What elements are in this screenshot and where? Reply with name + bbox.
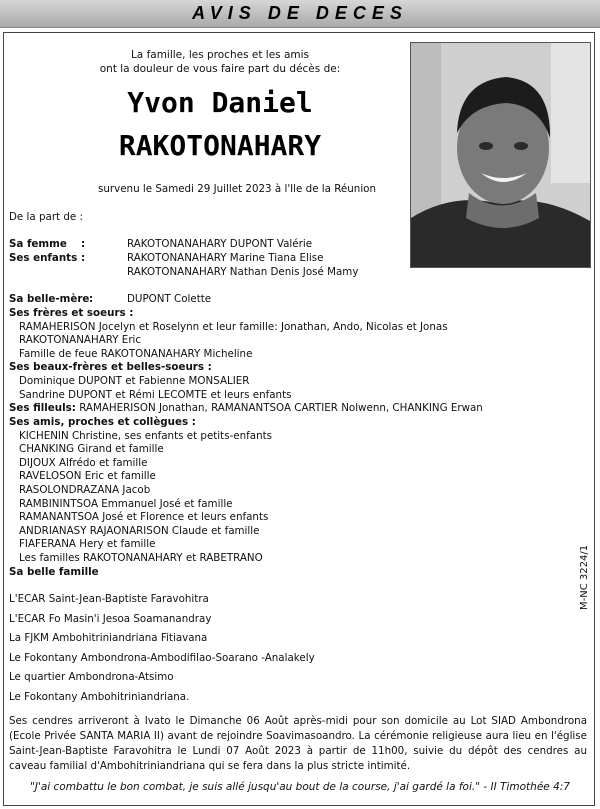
beaux-label: Ses beaux-frères et belles-soeurs :	[9, 361, 212, 373]
organisation-entry: Le quartier Ambondrona-Atsimo	[9, 671, 174, 683]
enfants-label: Ses enfants	[9, 252, 78, 264]
enfant-name: RAKOTONANAHARY Marine Tiana Elise	[127, 252, 324, 264]
beau-entry: Dominique DUPONT et Fabienne MONSALIER	[19, 375, 250, 387]
organisation-entry: La FJKM Ambohitriniandriana Fitiavana	[9, 632, 208, 644]
femme-label: Sa femme	[9, 238, 67, 250]
ami-entry: CHANKING Girand et famille	[19, 443, 164, 455]
header-banner	[0, 0, 600, 28]
belle-mere-name: DUPONT Colette	[127, 293, 212, 305]
intro-line-2: ont la douleur de vous faire part du décès de:	[99, 63, 341, 75]
organisation-entry: Le Fokontany Ambohitriniandriana.	[9, 691, 190, 703]
freres-label: Ses frères et soeurs :	[9, 307, 134, 319]
ami-entry: ANDRIANASY RAJAONARISON Claude et famille	[19, 525, 260, 537]
portrait-photo	[410, 42, 591, 268]
frere-entry: Famille de feue RAKOTONANAHARY Micheline	[19, 348, 253, 360]
page-title: AVIS DE DECES	[192, 3, 408, 23]
ami-entry: DIJOUX Alfrédo et famille	[19, 457, 148, 469]
ceremony-paragraph: Ses cendres arriveront à Ivato le Dimanche 06 Août après-midi pour son domicile au Lot SIAD Ambondrona (Ecole Privée SANTA MARIA II) avant de rejoindre Soavimasoandro. La cérémonie religieuse aura lieu en l'église Saint-Jean-Baptiste Faravohitra le Lundi 07 Août 2023 à partir de 11h00, suivie du dépôt des cendres au caveau familial d'Ambohitriniandriana qui se fera dans la plus stricte intimité.	[9, 715, 587, 772]
bible-quote: "J'ai combattu le bon combat, je suis allé jusqu'au bout de la course, j'ai gardé la foi." - II Timothée 4:7	[30, 781, 570, 793]
beau-entry: Sandrine DUPONT et Rémi LECOMTE et leurs enfants	[19, 389, 292, 401]
ami-entry: FIAFERANA Hery et famille	[19, 538, 156, 550]
enfants-sep: :	[81, 252, 86, 264]
reference-code: M-NC 3224/1	[579, 544, 590, 610]
belle-famille: Sa belle famille	[9, 566, 99, 578]
organisation-entry: L'ECAR Saint-Jean-Baptiste Faravohitra	[9, 593, 209, 605]
femme-sep: :	[81, 238, 86, 250]
ami-entry: Les familles RAKOTONANAHARY et RABETRANO	[19, 552, 263, 564]
ami-entry: RAMANANTSOA José et Florence et leurs enfants	[19, 511, 269, 523]
de-la-part: De la part de :	[9, 211, 83, 223]
deceased-last-name: RAKOTONAHARY	[118, 129, 322, 162]
intro-line-1: La famille, les proches et les amis	[130, 49, 310, 61]
frere-entry: RAMAHERISON Jocelyn et Roselynn et leur famille: Jonathan, Ando, Nicolas et Jonas	[19, 321, 448, 333]
frere-entry: RAKOTONANAHARY Eric	[19, 334, 142, 346]
filleuls-line	[9, 402, 483, 416]
ami-entry: KICHENIN Christine, ses enfants et petits-enfants	[19, 430, 273, 442]
belle-mere-label: Sa belle-mère	[9, 293, 90, 305]
ami-entry: RAMBININTSOA Emmanuel José et famille	[19, 498, 233, 510]
ami-entry: RAVELOSON Eric et famille	[19, 470, 156, 482]
organisation-entry: L'ECAR Fo Masin'i Jesoa Soamanandray	[9, 613, 212, 625]
date-line: survenu le Samedi 29 Juillet 2023 à l'Ile de la Réunion	[98, 183, 377, 195]
ami-entry: RASOLONDRAZANA Jacob	[19, 484, 151, 496]
deceased-first-names: Yvon Daniel	[127, 86, 313, 119]
enfant-name: RAKOTONANAHARY Nathan Denis José Mamy	[127, 266, 359, 278]
belle-mere-sep: :	[89, 293, 94, 305]
filleuls-label: Ses filleuls:	[9, 402, 76, 414]
femme-name: RAKOTONANAHARY DUPONT Valérie	[127, 238, 313, 250]
portrait-image	[411, 43, 590, 267]
organisation-entry: Le Fokontany Ambondrona-Ambodifilao-Soarano -Analakely	[9, 652, 315, 664]
filleuls-names: RAMAHERISON Jonathan, RAMANANTSOA CARTIER Nolwenn, CHANKING Erwan	[79, 402, 483, 414]
amis-label: Ses amis, proches et collègues :	[9, 416, 196, 428]
